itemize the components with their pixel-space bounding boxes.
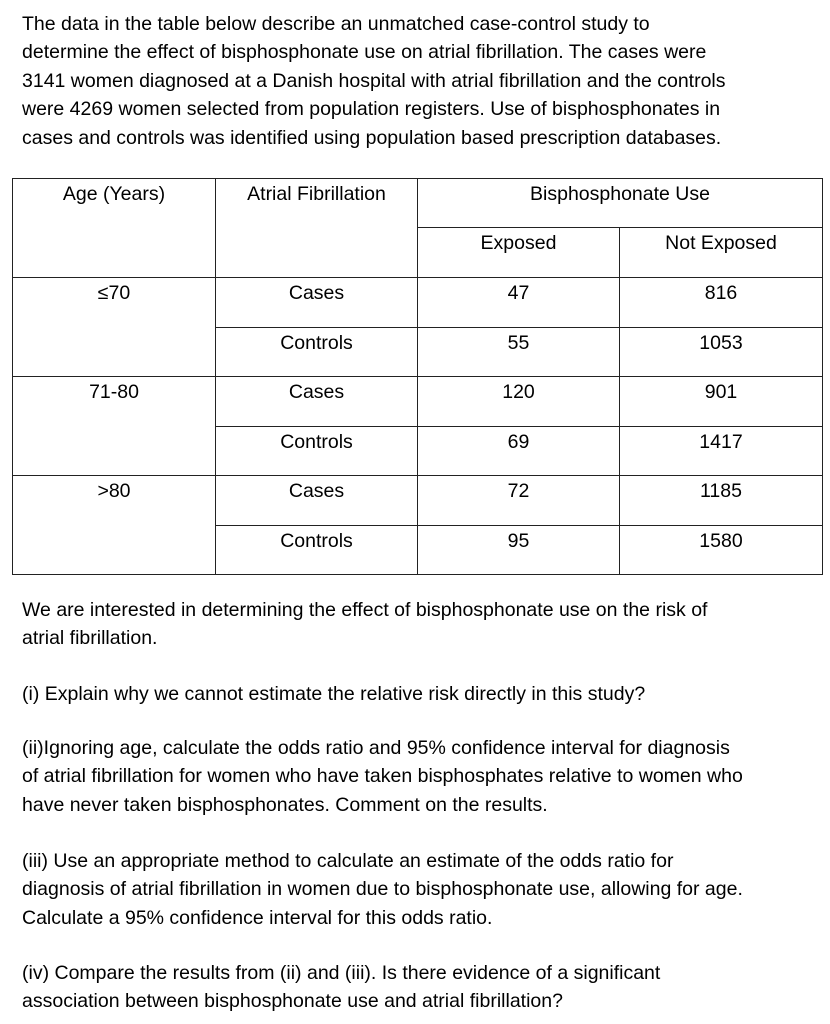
table-subheader-row (13, 228, 823, 278)
question-ii (22, 734, 822, 819)
row-label-cell: Cases (216, 278, 418, 328)
header-age-spacer (13, 228, 216, 278)
question-iv (22, 959, 822, 1016)
question-iii (22, 847, 822, 932)
exposed-cell: 47 (418, 278, 620, 328)
interest-paragraph (22, 596, 822, 653)
question-ii-line: (ii)Ignoring age, calculate the odds ratio and 95% confidence interval for diagnosis (22, 737, 730, 759)
header-not-exposed: Not Exposed (620, 228, 823, 278)
question-i (22, 680, 822, 708)
intro-line: were 4269 women selected from population registers. Use of bisphosphonates in (22, 98, 721, 121)
row-label-cell: Controls (216, 526, 418, 575)
row-label-cell: Controls (216, 427, 418, 476)
intro-line: The data in the table below describe an unmatched case-control study to (22, 13, 650, 35)
not-exposed-cell: 1185 (620, 476, 823, 526)
interest-line: We are interested in determining the effect of bisphosphonate use on the risk of (22, 599, 708, 621)
age-group-cell: >80 (13, 476, 216, 575)
header-bisphosphonate-use: Bisphosphonate Use (418, 179, 823, 228)
exposed-cell: 55 (418, 328, 620, 377)
interest-line: atrial fibrillation. (22, 627, 158, 650)
not-exposed-cell: 1580 (620, 526, 823, 575)
header-atrial-fibrillation: Atrial Fibrillation (216, 179, 418, 228)
age-group-cell: ≤70 (13, 278, 216, 377)
question-ii-line: of atrial fibrillation for women who have taken bisphosphates relative to women who (22, 765, 743, 788)
header-af-spacer (216, 228, 418, 278)
intro-line: determine the effect of bisphosphonate use on atrial fibrillation. The cases were (22, 41, 707, 64)
question-iv-line: association between bisphosphonate use and atrial fibrillation? (22, 990, 563, 1013)
data-table (12, 178, 823, 575)
question-iii-line: diagnosis of atrial fibrillation in women due to bisphosphonate use, allowing for age. (22, 878, 743, 901)
not-exposed-cell: 1417 (620, 427, 823, 476)
table-row (13, 377, 823, 427)
row-label-cell: Controls (216, 328, 418, 377)
table-header-row (13, 179, 823, 228)
question-iii-line: (iii) Use an appropriate method to calculate an estimate of the odds ratio for (22, 850, 674, 872)
question-iii-line: Calculate a 95% confidence interval for this odds ratio. (22, 906, 493, 929)
header-age: Age (Years) (13, 179, 216, 228)
not-exposed-cell: 816 (620, 278, 823, 328)
question-i-line: (i) Explain why we cannot estimate the relative risk directly in this study? (22, 683, 646, 705)
exposed-cell: 95 (418, 526, 620, 575)
header-exposed: Exposed (418, 228, 620, 278)
exposed-cell: 72 (418, 476, 620, 526)
not-exposed-cell: 1053 (620, 328, 823, 377)
row-label-cell: Cases (216, 476, 418, 526)
age-group-cell: 71-80 (13, 377, 216, 476)
intro-line: 3141 women diagnosed at a Danish hospital with atrial fibrillation and the controls (22, 69, 726, 92)
intro-paragraph (22, 10, 822, 152)
exposed-cell: 120 (418, 377, 620, 427)
exposed-cell: 69 (418, 427, 620, 476)
table-row (13, 476, 823, 526)
intro-line: cases and controls was identified using population based prescription databases. (22, 126, 722, 149)
table-row (13, 278, 823, 328)
question-iv-line: (iv) Compare the results from (ii) and (iii). Is there evidence of a significant (22, 962, 661, 984)
not-exposed-cell: 901 (620, 377, 823, 427)
question-ii-line: have never taken bisphosphonates. Comment on the results. (22, 793, 548, 816)
row-label-cell: Cases (216, 377, 418, 427)
